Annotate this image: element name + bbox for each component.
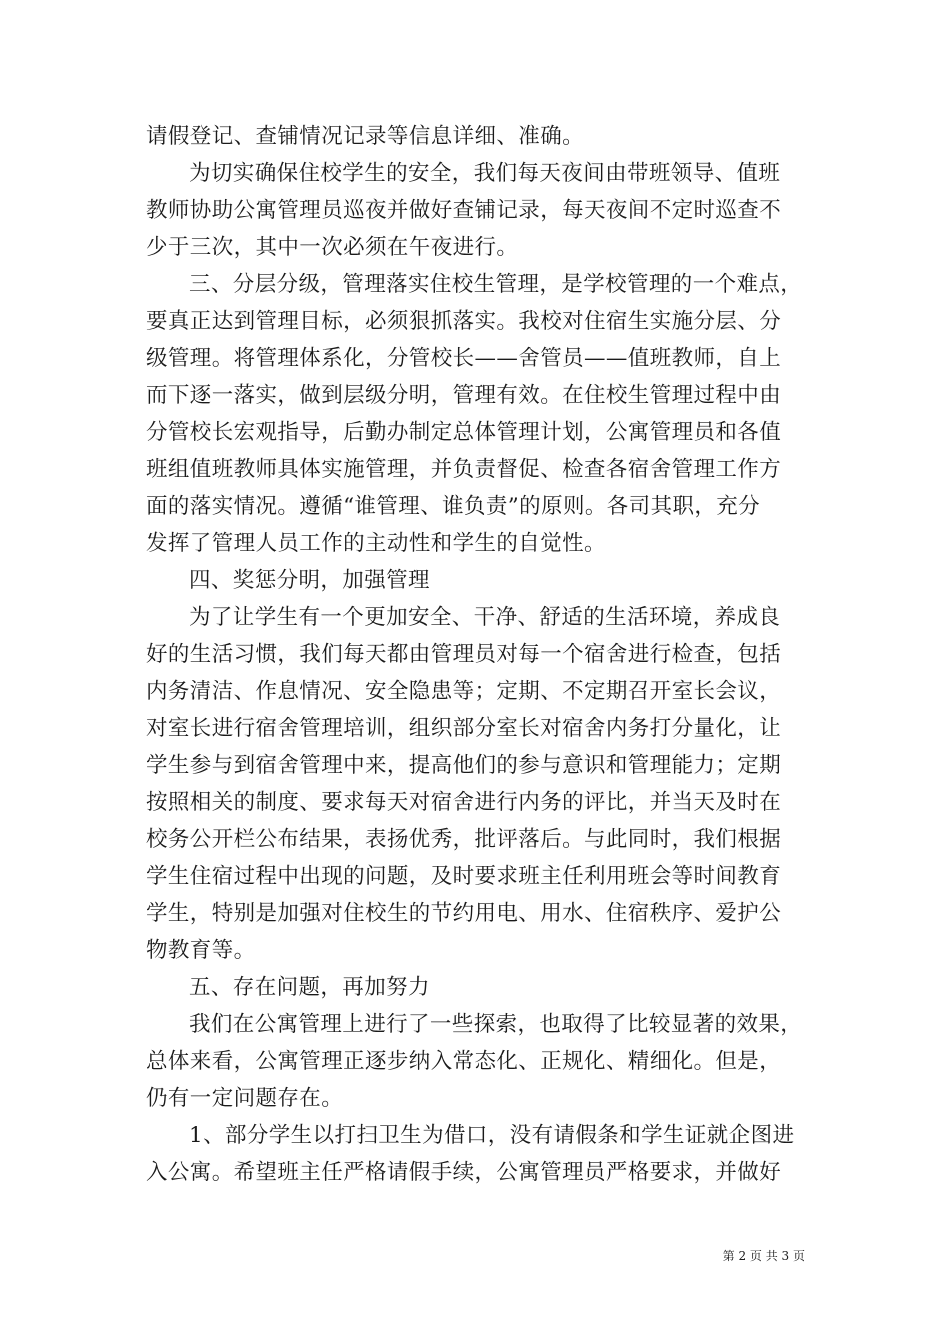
text-line: 内务清洁、作息情况、安全隐患等；定期、不定期召开室长会议， (146, 679, 782, 704)
text-line: 而下逐一落实，做到层级分明，管理有效。在住校生管理过程中由 (146, 383, 782, 408)
text-line: 学生住宿过程中出现的问题，及时要求班主任利用班会等时间教育 (146, 864, 782, 889)
text-line: 入公寓。希望班主任严格请假手续，公寓管理员严格要求，并做好 (146, 1160, 782, 1185)
text-line: 教师协助公寓管理员巡夜并做好查铺记录，每天夜间不定时巡查不 (146, 198, 782, 223)
text-line: 面的落实情况。遵循“谁管理、谁负责”的原则。各司其职，充分 (146, 494, 761, 519)
text-line: 要真正达到管理目标，必须狠抓落实。我校对住宿生实施分层、分 (146, 309, 782, 334)
text-line: 总体来看，公寓管理正逐步纳入常态化、正规化、精细化。但是， (146, 1049, 782, 1074)
text-line: 按照相关的制度、要求每天对宿舍进行内务的评比，并当天及时在 (146, 790, 782, 815)
text-line: 五、存在问题，再加努力 (189, 975, 430, 1000)
text-line: 三、分层分级，管理落实住校生管理，是学校管理的一个难点， (189, 272, 803, 297)
text-line: 对室长进行宿舍管理培训，组织部分室长对宿舍内务打分量化，让 (146, 716, 782, 741)
text-line: 物教育等。 (146, 938, 256, 963)
text-line: 为切实确保住校学生的安全，我们每天夜间由带班领导、值班 (189, 161, 781, 186)
document-body (146, 118, 806, 1191)
text-line: 仍有一定问题存在。 (146, 1086, 344, 1111)
text-line: 校务公开栏公布结果，表扬优秀，批评落后。与此同时，我们根据 (146, 827, 782, 852)
page-number: 第 2 页 共 3 页 (722, 1249, 805, 1263)
text-line: 少于三次，其中一次必须在午夜进行。 (146, 235, 519, 260)
text-line: 发挥了管理人员工作的主动性和学生的自觉性。 (146, 531, 606, 556)
text-line: 学生参与到宿舍管理中来，提高他们的参与意识和管理能力；定期 (146, 753, 782, 778)
text-line: 级管理。将管理体系化，分管校长——舍管员——值班教师，自上 (146, 346, 782, 371)
text-line: 请假登记、查铺情况记录等信息详细、准确。 (146, 124, 585, 149)
text-line: 为了让学生有一个更加安全、干净、舒适的生活环境，养成良 (189, 605, 781, 630)
text-line: 四、奖惩分明，加强管理 (189, 568, 430, 593)
text-line: 好的生活习惯，我们每天都由管理员对每一个宿舍进行检查，包括 (146, 642, 782, 667)
text-line: 学生，特别是加强对住校生的节约用电、用水、住宿秩序、爱护公 (146, 901, 782, 926)
text-line: 我们在公寓管理上进行了一些探索，也取得了比较显著的效果， (189, 1012, 803, 1037)
text-line: 1、部分学生以打扫卫生为借口，没有请假条和学生证就企图进 (189, 1123, 795, 1148)
text-line: 班组值班教师具体实施管理，并负责督促、检查各宿舍管理工作方 (146, 457, 782, 482)
text-line: 分管校长宏观指导，后勤办制定总体管理计划，公寓管理员和各值 (146, 420, 782, 445)
